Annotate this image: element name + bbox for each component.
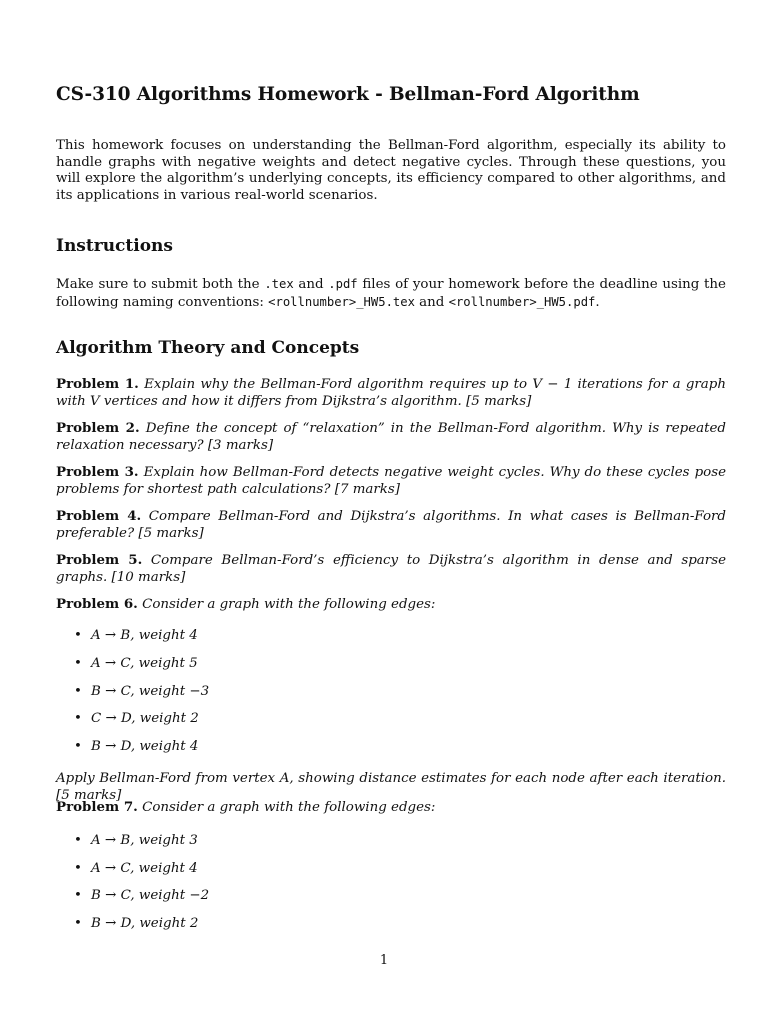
- list-item: [74, 861, 198, 878]
- list-item: [74, 711, 199, 728]
- problem-label: Problem 1.: [56, 376, 139, 392]
- bullet-icon: •: [74, 684, 82, 699]
- bullet-icon: •: [74, 739, 82, 754]
- instructions-text-2: and: [293, 277, 329, 292]
- problem-text: Consider a graph with the following edges:: [142, 597, 436, 612]
- bullet-icon: •: [74, 916, 82, 931]
- edge-text: A → C, weight 5: [91, 656, 198, 671]
- list-item: [74, 739, 198, 756]
- bullet-icon: •: [74, 833, 82, 848]
- problem-text: Explain why the Bellman-Ford algorithm requires up to V − 1 iterations for a graph with V vertices and how it differs from Dijkstra’s algorithm. [5 marks]: [56, 377, 726, 409]
- problem-text: Explain how Bellman-Ford detects negative weight cycles. Why do these cycles pose problems for shortest path calculations? [7 marks]: [56, 465, 726, 497]
- problem-label: Problem 2.: [56, 420, 140, 436]
- edge-text: B → D, weight 4: [91, 739, 199, 754]
- list-item: [74, 684, 209, 701]
- section-heading: Algorithm Theory and Concepts: [56, 338, 360, 358]
- edge-text: B → C, weight −3: [91, 684, 210, 699]
- bullet-icon: •: [74, 656, 82, 671]
- edge-text: B → D, weight 2: [91, 916, 199, 931]
- problem-5: [56, 552, 726, 586]
- instructions-text-1: Make sure to submit both the: [56, 277, 265, 292]
- problem-4: [56, 508, 726, 542]
- bullet-icon: •: [74, 888, 82, 903]
- bullet-icon: •: [74, 711, 82, 726]
- problem-text: Apply Bellman-Ford from vertex A, showing distance estimates for each node after each iteration. [5 marks]: [56, 771, 726, 803]
- problem-text: Compare Bellman-Ford’s efficiency to Dijkstra’s algorithm in dense and sparse graphs. [10 marks]: [56, 553, 726, 585]
- problem-1: [56, 376, 726, 410]
- edge-text: A → C, weight 4: [91, 861, 198, 876]
- page-number: 1: [379, 953, 389, 968]
- problem-label: Problem 6.: [56, 596, 138, 612]
- bullet-icon: •: [74, 861, 82, 876]
- document-title: CS-310 Algorithms Homework - Bellman-Ford Algorithm: [56, 84, 640, 105]
- problem-text: Define the concept of “relaxation” in the Bellman-Ford algorithm. Why is repeated relaxation necessary? [3 marks]: [56, 421, 727, 453]
- tex-filename: <rollnumber>_HW5.tex: [268, 294, 415, 309]
- instructions-text-3: files of your homework before the deadline using the following naming conventions:: [56, 277, 726, 310]
- problem-label: Problem 4.: [56, 508, 142, 524]
- tex-extension: .tex: [264, 277, 294, 291]
- problem-7: [56, 799, 726, 817]
- pdf-filename: <rollnumber>_HW5.pdf: [448, 294, 596, 309]
- problem-label: Problem 7.: [56, 799, 138, 815]
- instructions-paragraph: [56, 276, 726, 311]
- problem-text: Consider a graph with the following edges:: [142, 800, 436, 815]
- intro-paragraph: This homework focuses on understanding the Bellman-Ford algorithm, especially its ability to handle graphs with negative weights and detect negative cycles. Through these questions, you will explore the algorithm’s underlying concepts, its efficiency compared to other algorithms, and its applications in various real-world scenarios.: [56, 138, 726, 203]
- list-item: [74, 916, 198, 933]
- instructions-text-5: .: [595, 294, 600, 310]
- pdf-extension: .pdf: [328, 277, 358, 291]
- problem-2: [56, 420, 726, 454]
- list-item: [74, 833, 198, 850]
- list-item: [74, 628, 198, 645]
- bullet-icon: •: [74, 628, 82, 643]
- problem-3: [56, 464, 726, 498]
- edge-text: A → B, weight 3: [91, 833, 198, 848]
- problem-label: Problem 3.: [56, 464, 139, 480]
- problem-6: [56, 596, 726, 614]
- list-item: [74, 656, 198, 673]
- edge-text: A → B, weight 4: [91, 628, 198, 643]
- edge-text: C → D, weight 2: [91, 711, 199, 726]
- problem-text: Compare Bellman-Ford and Dijkstra’s algorithms. In what cases is Bellman-Ford preferable? [5 marks]: [56, 509, 726, 541]
- instructions-heading: Instructions: [56, 236, 173, 256]
- instructions-text-4: and: [414, 294, 449, 310]
- list-item: [74, 888, 209, 905]
- problem-label: Problem 5.: [56, 552, 143, 568]
- edge-text: B → C, weight −2: [91, 888, 210, 903]
